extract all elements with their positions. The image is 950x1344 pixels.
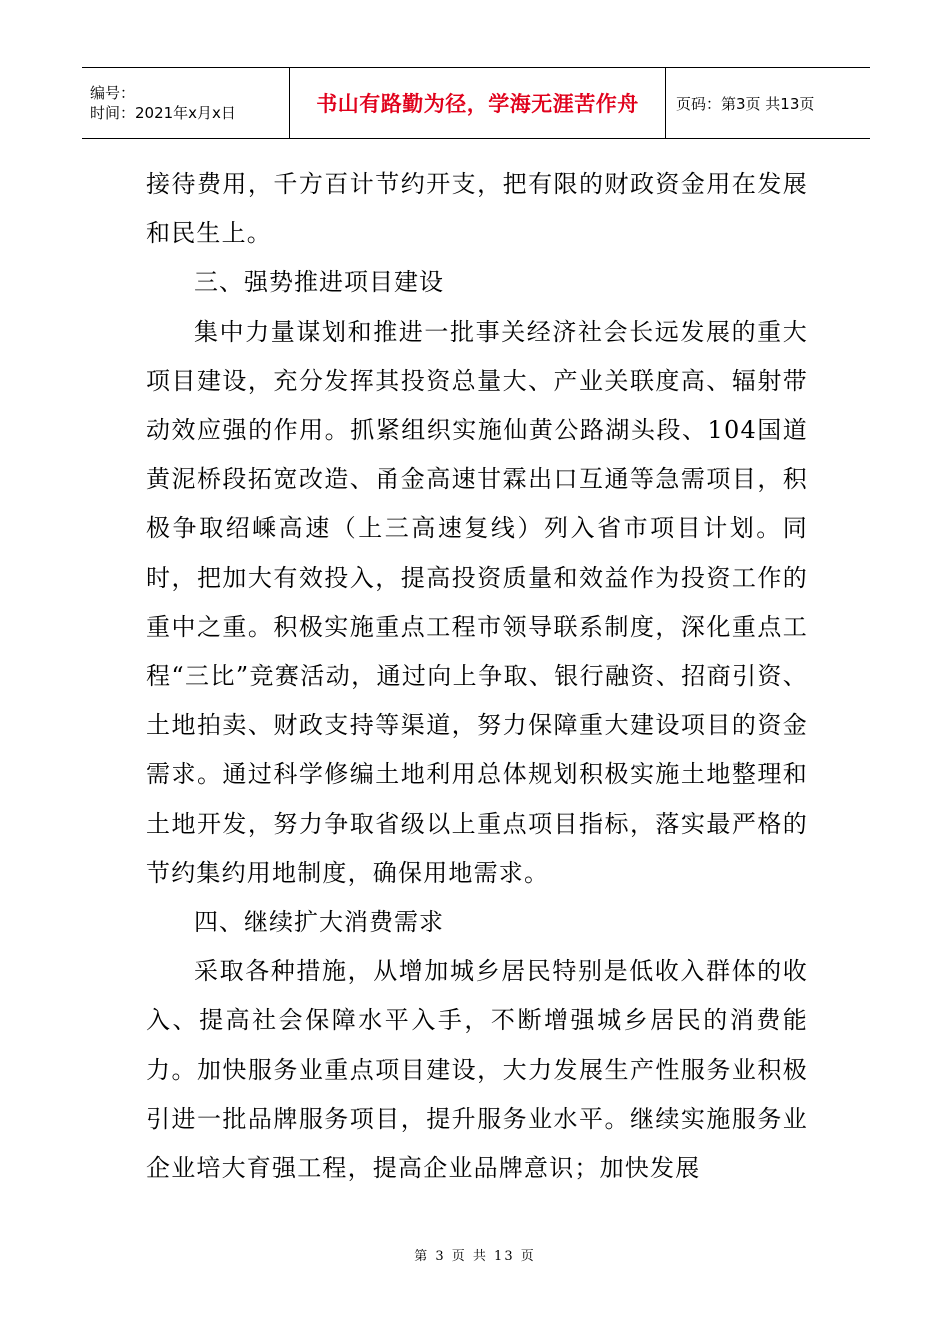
header-page-info-cell (666, 68, 870, 138)
section-heading-4: 四、继续扩大消费需求 (194, 908, 444, 937)
header-page-info: 页码：第3页 共13页 (676, 94, 815, 113)
document-body (146, 160, 808, 1193)
document-number-label: 编号： (90, 84, 136, 102)
header-meta (82, 68, 290, 138)
paragraph-consumer-demand: 采取各种措施，从增加城乡居民特别是低收入群体的收入、提高社会保障水平入手，不断增强城乡居民的消费能力。加快服务业重点项目建设，大力发展生产性服务业积极引进一批品牌服务项目，提升服务业水平。继续实施服务业企业培大育强工程，提高企业品牌意识；加快发展 (146, 957, 808, 1183)
page-header (82, 67, 870, 139)
paragraph-continued: 接待费用，千方百计节约开支，把有限的财政资金用在发展和民生上。 (146, 170, 808, 248)
section-heading-3: 三、强势推进项目建设 (194, 268, 444, 297)
paragraph-project-construction: 集中力量谋划和推进一批事关经济社会长远发展的重大项目建设，充分发挥其投资总量大、产业关联度高、辐射带动效应强的作用。抓紧组织实施仙黄公路湖头段、104国道黄泥桥段拓宽改造、甬金高速甘霖出口互通等急需项目，积极争取绍嵊高速（上三高速复线）列入省市项目计划。同时，把加大有效投入，提高投资质量和效益作为投资工作的重中之重。积极实施重点工程市领导联系制度，深化重点工程“三比”竞赛活动，通过向上争取、银行融资、招商引资、土地拍卖、财政支持等渠道，努力保障重大建设项目的资金需求。通过科学修编土地利用总体规划积极实施土地整理和土地开发，努力争取省级以上重点项目指标，落实最严格的节约集约用地制度，确保用地需求。 (146, 317, 808, 887)
document-time-label: 时间：2021年x月x日 (90, 104, 236, 122)
page-footer: 第 3 页 共 13 页 (414, 1249, 536, 1264)
header-motto-cell (290, 68, 666, 138)
header-motto: 书山有路勤为径，学海无涯苦作舟 (316, 92, 639, 116)
